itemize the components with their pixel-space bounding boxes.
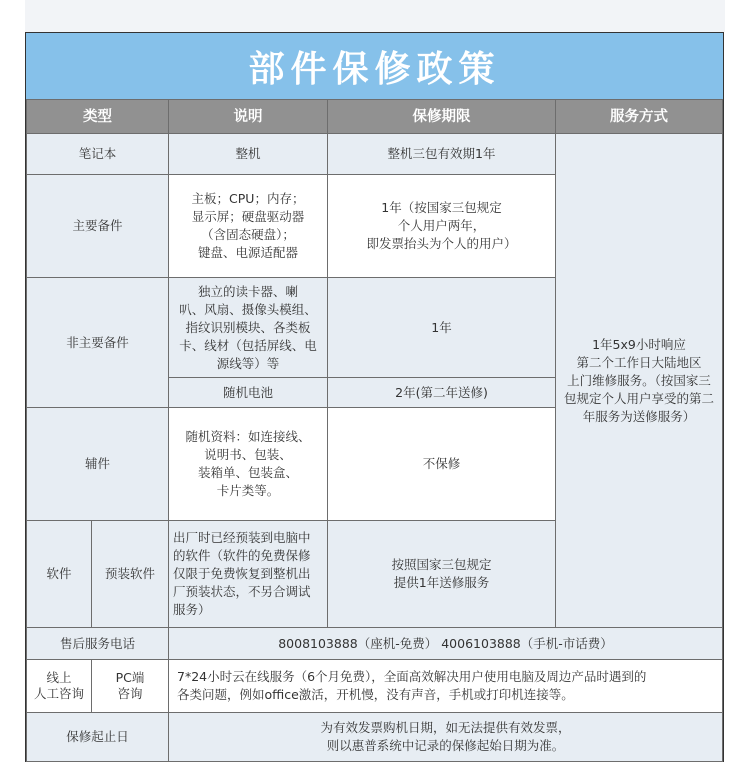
period-main-parts: 1年（按国家三包规定 个人用户两年， 即发票抬头为个人的用户） xyxy=(327,174,556,278)
desc-battery: 随机电池 xyxy=(168,377,328,408)
period-software: 按照国家三包规定 提供1年送修服务 xyxy=(327,520,556,628)
header-description: 说明 xyxy=(168,99,328,134)
desc-main-parts: 主板；CPU；内存； 显示屏；硬盘驱动器 （含固态硬盘）； 键盘、电源适配器 xyxy=(168,174,328,278)
period-accessories: 不保修 xyxy=(327,407,556,521)
desc-minor-parts: 独立的读卡器、喇 叭、风扇、摄像头模组、 指纹识别模块、各类板 卡、线材（包括屏线、电 源线等）等 xyxy=(168,277,328,378)
desc-notebook: 整机 xyxy=(168,133,328,175)
type-minor-parts: 非主要备件 xyxy=(26,277,169,408)
warranty-start-value: 为有效发票购机日期，如无法提供有效发票， 则以惠普系统中记录的保修起始日期为准。 xyxy=(168,712,723,762)
warranty-start-label: 保修起止日 xyxy=(26,712,169,762)
page-title: 部件保修政策 xyxy=(248,48,501,90)
title-band xyxy=(26,33,723,99)
hotline-label: 售后服务电话 xyxy=(26,627,169,660)
header-warranty-period: 保修期限 xyxy=(327,99,556,134)
service-method: 1年5x9小时响应 第二个工作日大陆地区 上门维修服务。（按国家三 包规定个人用户享受的第二 年服务为送修服务） xyxy=(555,133,723,628)
online-sublabel: PC端 咨询 xyxy=(91,659,169,713)
type-accessories: 辅件 xyxy=(26,407,169,521)
online-value: 7*24小时云在线服务（6个月免费），全面高效解决用户使用电脑及周边产品时遇到的 各类问题，例如office激活，开机慢，没有声音，手机或打印机连接等。 xyxy=(168,659,723,713)
period-notebook: 整机三包有效期1年 xyxy=(327,133,556,175)
desc-accessories: 随机资料：如连接线、 说明书、包装、 装箱单、包装盒、 卡片类等。 xyxy=(168,407,328,521)
type-notebook: 笔记本 xyxy=(26,133,169,175)
type-software: 软件 xyxy=(26,520,92,628)
online-label: 线上 人工咨询 xyxy=(26,659,92,713)
header-type: 类型 xyxy=(26,99,169,134)
subtype-preinstalled-software: 预装软件 xyxy=(91,520,169,628)
header-service-method: 服务方式 xyxy=(555,99,723,134)
period-battery: 2年(第二年送修) xyxy=(327,377,556,408)
hotline-value: 8008103888（座机-免费） 4006103888（手机-市话费） xyxy=(168,627,723,660)
desc-software: 出厂时已经预装到电脑中 的软件（软件的免费保修 仅限于免费恢复到整机出 厂预装状态，不另合调试 服务） xyxy=(168,520,328,628)
period-minor-parts: 1年 xyxy=(327,277,556,378)
type-main-parts: 主要备件 xyxy=(26,174,169,278)
top-strip xyxy=(25,0,725,32)
